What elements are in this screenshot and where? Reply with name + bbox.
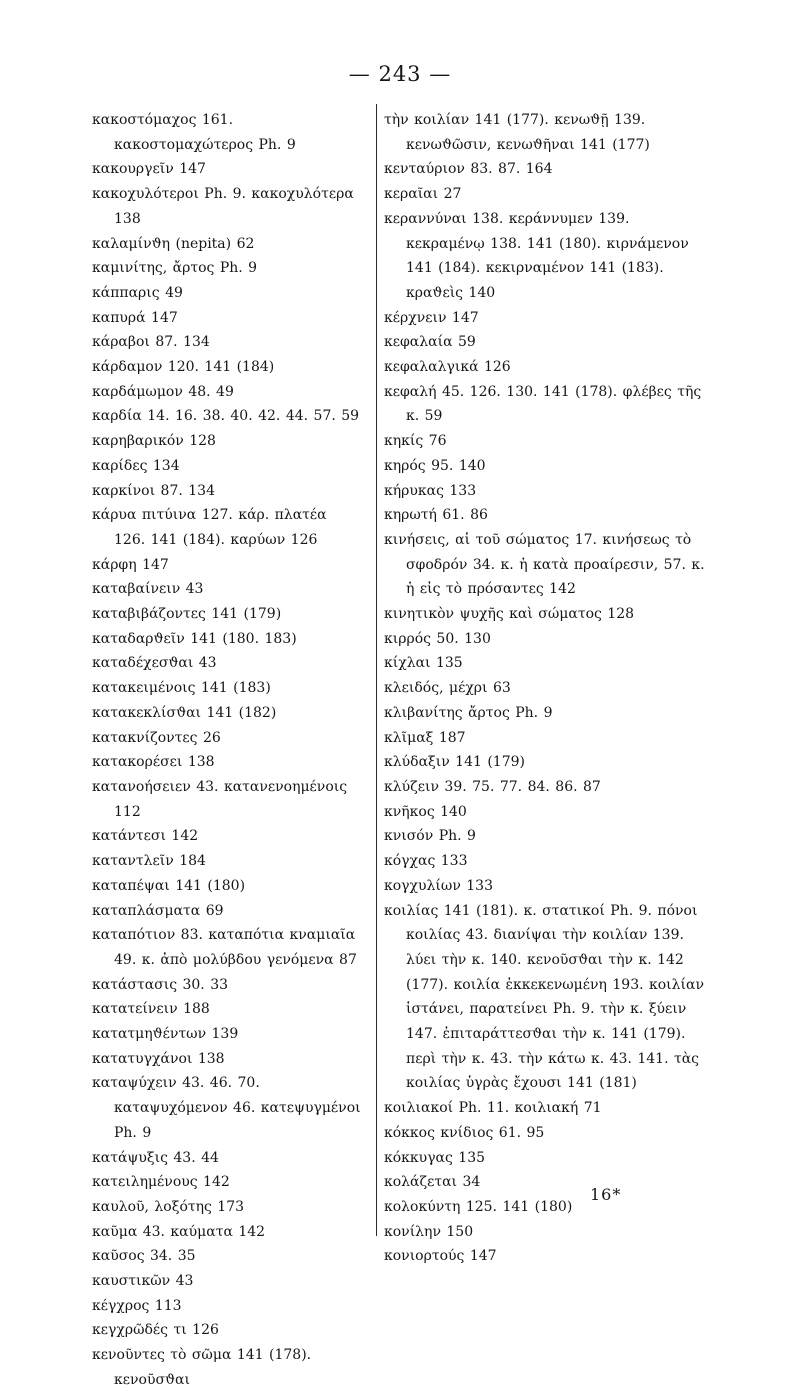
index-entry: κάρυα πιτύινα 127. κάρ. πλατέα 126. 141 (184). καρύων 126 [92,507,327,548]
index-entry: κάραβοι 87. 134 [92,334,210,351]
index-entry: τὴν κοιλίαν 141 (177). κενωϑῇ 139. κενωϑῶσιν, κενωϑῆναι 141 (177) [384,112,650,153]
index-entry: κλῖμαξ 187 [384,729,466,746]
index-entry: καταντλεῖν 184 [92,853,206,870]
index-entry: καλαμίνϑη (nepita) 62 [92,235,255,252]
index-column-right [384,108,710,1265]
index-entry: κέγχρος 113 [92,1297,182,1314]
index-entry: κεραῖαι 27 [384,186,462,203]
index-entry: κλύδαξιν 141 (179) [384,754,525,771]
index-entry: κατάψυξις 43. 44 [92,1149,219,1166]
index-entry: κατακορέσει 138 [92,754,215,771]
index-entry: κάππαρις 49 [92,284,183,301]
index-entry: κοιλιακοί Ph. 11. κοιλιακή 71 [384,1100,602,1117]
index-entry: κινήσεις, αἱ τοῦ σώματος 17. κινήσεως τὸ σφοδρόν 34. κ. ἡ κατὰ προαίρεσιν, 57. κ. ἡ εἰς τὸ πρόσαντες 142 [384,531,705,598]
index-entry: κατανοήσειεν 43. κατανενοημένοις 112 [92,778,348,820]
index-entry: καῦσος 34. 35 [92,1248,196,1265]
index-column-left [92,108,362,1388]
index-entry: καρηβαρικόν 128 [92,433,216,450]
index-entry: κακουργεῖν 147 [92,161,206,178]
index-entry: κονίλην 150 [384,1223,474,1240]
index-entry: κακοστόμαχος 161. κακοστομαχώτερος Ph. 9 [92,112,296,153]
index-entry: κεφαλαλγικά 126 [384,359,511,376]
index-entry: καρδάμωμον 48. 49 [92,383,234,400]
index-entry: κάρδαμον 120. 141 (184) [92,359,275,376]
index-entry: κεφαλή 45. 126. 130. 141 (178). φλέβες τῆς κ. 59 [384,383,702,425]
index-entry: καταπέψαι 141 (180) [92,877,246,894]
index-entry: καταπότιον 83. καταπότια κναμιαῖα 49. κ. ἀπὸ μολύβδου γενόμενα 87 [92,927,357,968]
index-entry: κλειδός, μέχρι 63 [384,680,511,697]
index-entry: κενοῦντες τὸ σῶμα 141 (178). κενοῦσϑαι [92,1347,312,1388]
index-entry: καταπλάσματα 69 [92,902,224,919]
index-entry: κινητικὸν ψυχῆς καὶ σώματος 128 [384,606,635,623]
index-entry: κονιορτούς 147 [384,1248,497,1265]
index-entry: κόκκος κνίδιος 61. 95 [384,1124,545,1141]
index-entry: κόκκυγας 135 [384,1149,486,1166]
index-entry: κατειλημένους 142 [92,1174,230,1191]
index-entry: κεγχρῶδές τι 126 [92,1322,219,1339]
index-entry: κάρφη 147 [92,556,169,573]
index-entry: κολάζεται 34 [384,1174,481,1191]
index-entry: καμινίτης, ἄρτος Ph. 9 [92,260,258,277]
index-entry: καυστικῶν 43 [92,1273,194,1290]
index-entry: κενταύριον 83. 87. 164 [384,161,553,178]
index-entry: κήρυκας 133 [384,482,477,499]
index-entry: καρκίνοι 87. 134 [92,482,215,499]
index-entry: καυλοῦ, λοξότης 173 [92,1198,245,1215]
index-entry: καταδέχεσϑαι 43 [92,655,217,672]
index-entry: κηρωτή 61. 86 [384,507,488,524]
index-entry: καρίδες 134 [92,457,180,474]
index-entry: κνῆκος 140 [384,803,467,820]
index-entry: κνισόν Ph. 9 [384,828,476,845]
index-entry: κατακνίζοντες 26 [92,729,221,746]
index-entry: κέρχνειν 147 [384,309,479,326]
index-entry: κιρρός 50. 130 [384,630,491,647]
page-number: — 243 — [348,62,452,86]
column-divider [376,104,377,1236]
index-entry: καταβιβάζοντες 141 (179) [92,606,282,623]
index-entry: κηκίς 76 [384,433,447,450]
index-entry: κόγχας 133 [384,853,468,870]
index-entry: καῦμα 43. καύματα 142 [92,1223,266,1240]
index-entry: κακοχυλότεροι Ph. 9. κακοχυλότερα 138 [92,186,354,227]
index-entry: κίχλαι 135 [384,655,463,672]
index-entry: κατατυγχάνοι 138 [92,1050,225,1067]
index-entry: κεραννύναι 138. κεράννυμεν 139. κεκραμένῳ 138. 141 (180). κιρνάμενον 141 (184). κεκιρναμένον 141 (183). κραϑεὶς 140 [384,210,689,301]
index-entry: κλιβανίτης ἄρτος Ph. 9 [384,704,553,721]
index-entry: κατατείνειν 188 [92,1001,210,1018]
index-entry: καταδαρϑεῖν 141 (180. 183) [92,630,297,647]
index-entry: καπυρά 147 [92,309,178,326]
signature-mark: 16* [590,1185,622,1204]
index-entry: καταβαίνειν 43 [92,581,204,598]
index-entry: κατάντεσι 142 [92,828,199,845]
index-entry: κατάστασις 30. 33 [92,976,229,993]
index-entry: κλύζειν 39. 75. 77. 84. 86. 87 [384,778,601,795]
index-entry: κοιλίας 141 (181). κ. στατικοί Ph. 9. πόνοι κοιλίας 43. διανίψαι τὴν κοιλίαν 139. λύει τὴν κ. 140. κενοῦσϑαι τὴν κ. 142 (177). κοιλία ἐκκεκενωμένη 193. κοιλίαν ἱστάνει, παρατείνει Ph. 9. τὴν κ. ξύειν 147. ἐπιταράττεσϑαι τὴν κ. 141 (179). περὶ τὴν κ. 43. τὴν κάτω κ. 43. 141. τὰς κοιλίας ὑγρὰς ἔχουσι 141 (181) [384,902,704,1092]
index-entry: καταψύχειν 43. 46. 70. καταψυχόμενον 46. κατεψυγμένοι Ph. 9 [92,1075,361,1141]
index-entry: καρδία 14. 16. 38. 40. 42. 44. 57. 59 [92,408,360,425]
index-entry: κατακεκλίσϑαι 141 (182) [92,704,277,721]
index-entry: κολοκύντη 125. 141 (180) [384,1198,573,1215]
index-entry: κατατμηϑέντων 139 [92,1026,239,1043]
index-entry: κηρός 95. 140 [384,457,486,474]
index-entry: κεφαλαία 59 [384,334,476,351]
index-entry: κατακειμένοις 141 (183) [92,680,271,697]
index-entry: κογχυλίων 133 [384,877,494,894]
